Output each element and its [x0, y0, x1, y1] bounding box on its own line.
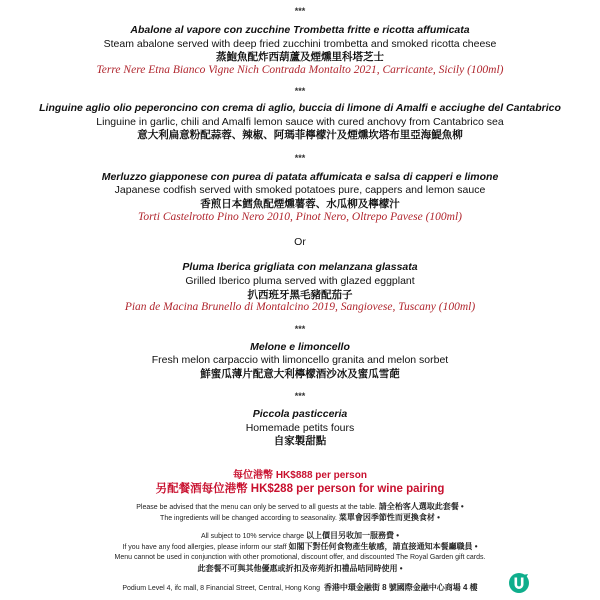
course-english: Steam abalone served with deep fried zucchini trombetta and smoked ricotta cheese [103, 38, 497, 50]
note-zh: 請全枱客人選取此套餐 • [378, 502, 464, 511]
note-en: Please be advised that the menu can only be served to all guests at the table. [136, 504, 377, 511]
course-italian: Merluzzo giapponese con purea di patata affumicata e salsa di capperi e limone [101, 171, 499, 183]
course-english: Japanese codfish served with smoked potatoes pure, cappers and lemon sauce [114, 184, 486, 196]
price-per-person [0, 471, 600, 481]
separator: *** [294, 6, 306, 16]
course-italian: Melone e limoncello [250, 341, 350, 353]
price-zh: 每位港幣 [233, 470, 274, 481]
wine-pairing-price [0, 484, 600, 496]
separator: *** [294, 391, 306, 401]
note-en: Menu cannot be used in conjunction with other promotional, discount offer, and discounted The Royal Garden gift cards. [114, 554, 486, 561]
course-chinese: 扒西班牙黑毛豬配茄子 [247, 289, 353, 301]
course-english: Homemade petits fours [245, 422, 355, 434]
wine-price-en: HK$288 per person for wine pairing [250, 483, 445, 495]
note-zh: 如閣下對任何食物產生敏感，請直接通知本餐廳職員 • [288, 542, 478, 551]
note-en: The ingredients will be changed according to seasonality. [160, 515, 337, 522]
course-english: Linguine in garlic, chili and Amalfi lemon sauce with cured anchovy from Cantabrico sea [96, 116, 504, 128]
separator: *** [294, 86, 306, 96]
course-chinese: 自家製甜點 [273, 435, 327, 447]
address-en: Podium Level 4, ifc mall, 8 Financial Street, Central, Hong Kong [122, 585, 320, 592]
wine-price-zh: 另配餐酒每位港幣 [155, 483, 248, 495]
note-zh: 此套餐不可與其他優惠或折扣及帝苑折扣禮品咭同時使用 • [197, 564, 403, 573]
separator: *** [294, 153, 306, 163]
course-english: Fresh melon carpaccio with limoncello granita and melon sorbet [151, 354, 449, 366]
note [0, 543, 600, 551]
course-italian: Pluma Iberica grigliata con melanzana glassata [182, 261, 418, 273]
note [0, 514, 600, 522]
course-chinese: 意大利扁意粉配蒜蓉、辣椒、阿瑪菲檸檬汁及煙燻坎塔布里亞海鯷魚柳 [137, 129, 463, 141]
note-en: If you have any food allergies, please inform our staff [122, 544, 287, 551]
wine-pairing: Pian de Macina Brunello di Montalcino 2019, Sangiovese, Tuscany (100ml) [124, 301, 476, 313]
note-zh: 菜單會因季節性而更換食材 • [338, 513, 440, 522]
note [0, 532, 600, 540]
course-italian: Linguine aglio olio peperoncino con crema di aglio, buccia di limone di Amalfi e acciughe del Cantabrico [39, 102, 561, 114]
course-chinese: 鮮蜜瓜薄片配意大利檸檬酒沙冰及蜜瓜雪葩 [200, 368, 400, 380]
wine-pairing: Terre Nere Etna Bianco Vigne Nich Contrada Montalto 2021, Carricante, Sicily (100ml) [96, 64, 504, 76]
address-zh: 香港中環金融街 8 號國際金融中心商場 4 樓 [323, 583, 478, 592]
course-english: Grilled Iberico pluma served with glazed eggplant [185, 275, 415, 287]
course-italian: Piccola pasticceria [252, 408, 348, 420]
note-en: All subject to 10% service charge [200, 533, 305, 540]
brand-logo-icon [508, 572, 530, 594]
note [0, 503, 600, 511]
note-zh: 以上價目另收加一服務費 • [306, 531, 400, 540]
wine-pairing: Torti Castelrotto Pino Nero 2010, Pinot Nero, Oltrepo Pavese (100ml) [137, 211, 462, 223]
note [0, 554, 600, 561]
course-chinese: 香煎日本鱈魚配煙燻薯蓉、水瓜柳及檸檬汁 [200, 198, 400, 210]
or-label: Or [294, 236, 306, 248]
separator: *** [294, 324, 306, 334]
course-italian: Abalone al vapore con zucchine Trombetta fritte e ricotta affumicata [130, 24, 470, 36]
price-en: HK$888 per person [275, 470, 367, 481]
course-chinese: 蒸鮑魚配炸西葫蘆及煙燻里科塔芝士 [216, 51, 384, 63]
